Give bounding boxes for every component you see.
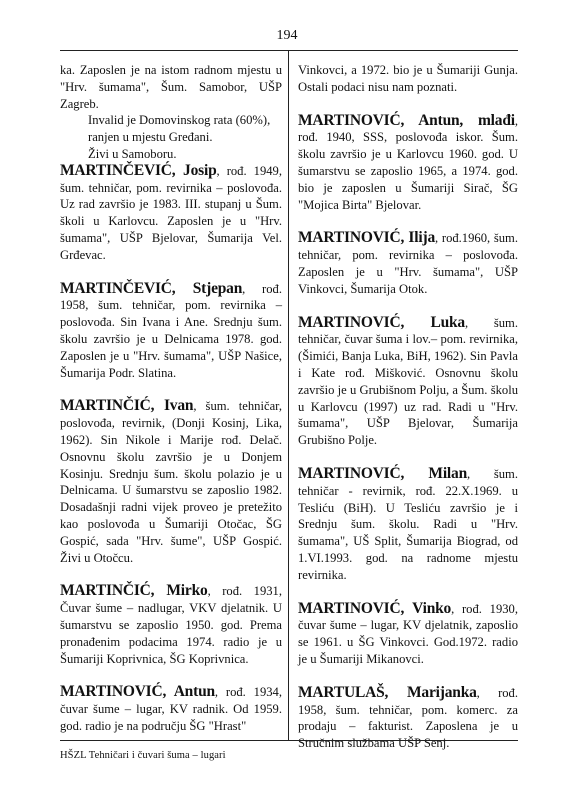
entry: [60, 684, 282, 734]
entry-text: , rođ.1960, šum. tehničar, pom. revirnika – poslovođa. Zaposlen je u "Hrv. šumama", UŠP Vinkovci, Šumarija Otok.: [298, 231, 519, 296]
continuation-note-residence: Živi u Samoboru.: [88, 146, 177, 161]
continuation-entry: [298, 62, 518, 96]
header-rule: [60, 50, 518, 51]
continuation-note-invalid: Invalid je Domovinskog rata (60%), ranjen u mjestu Gređani.: [88, 113, 271, 145]
entry-name: MARTINOVIĆ, Vinko: [298, 599, 452, 617]
right-column: [298, 62, 518, 769]
entry-name: MARTINČEVIĆ, Stjepan: [60, 279, 243, 297]
column-divider: [288, 50, 289, 740]
entry-name: MARTULAŠ, Marijanka: [298, 683, 477, 701]
entry-text: , šum. tehničar, poslovođa, revirnik, (Donji Kosinj, Lika, 1962). Sin Nikole i Marije rođ. Delač. Osnovnu školu završio je u Donjem Kosinju. Srednju šum. školu polazio je u Delnicama. U šumarstvu se zaposlio 1982. Dosadašnji radni vijek proveo je pretežito kao poslovođa u Šumariji Otočac, ŠG Gospić, sada "Hrv. šume", UŠP Gospić. Živi u Otočcu.: [60, 399, 282, 565]
entry: [60, 583, 282, 667]
continuation-text: Vinkovci, a 1972. bio je u Šumariji Gunja. Ostali podaci nisu nam poznati.: [298, 63, 518, 94]
entry-name: MARTINČEVIĆ, Josip: [60, 161, 217, 179]
entry-name: MARTINOVIĆ, Milan: [298, 464, 468, 482]
left-column: [60, 62, 282, 752]
entry: [298, 230, 518, 297]
entry: [60, 398, 282, 566]
entry-name: MARTINČIĆ, Mirko: [60, 582, 208, 600]
entry: [298, 113, 518, 214]
entry-text: , rođ. 1949, šum. tehničar, pom. revirnika – poslovođa. Uz rad završio je 1983. III. stupanj u Šum. školi u Karlovcu. Zaposlen je u "Hrv. šumama", UŠP Bjelovar, Šumarija Vel. Grđevac.: [60, 163, 282, 262]
continuation-entry: [60, 62, 282, 163]
entry-name: MARTINČIĆ, Ivan: [60, 397, 194, 415]
entry: [60, 163, 282, 264]
entry-text: , rođ. 1940, SSS, poslovođa iskor. Šum. školu završio je u Karlovcu 1960. god. U šumarstvu se zaposlio 1965, a 1974. god. bio je zaposlen u Šumariji Sirač, ŠG "Mojica Birta" Bjelovar.: [298, 113, 518, 212]
entry-text: , šum. tehničar - revirnik, rođ. 22.X.1969. u Tesliću (BiH). U Tesliću završio je i Srednju šum. školu. Radi u "Hrv. šumama", UŠ Split, Šumarija Biograd, od 1.VI.1993. god. na radnome mjestu revirnika.: [298, 466, 518, 582]
entry: [60, 281, 282, 382]
entry-text: , rođ. 1930, čuvar šume – lugar, KV djelatnik, zaposlio se 1961. u ŠG Vinkovci. God.1972. radio je u Šumariji Mikanovci.: [298, 601, 518, 666]
entry-name: MARTINOVIĆ, Antun: [60, 683, 215, 701]
entry-text: , rođ. 1958, šum. tehničar, pom. komerc. za prodaju – fakturist. Zaposlena je u Stručnim službama UŠP Senj.: [298, 685, 518, 751]
entry-name: MARTINOVIĆ, Luka: [298, 313, 465, 331]
entry-name: MARTINOVIĆ, Ilija: [298, 229, 435, 247]
entry: [298, 315, 518, 449]
entry: [298, 685, 518, 752]
entry: [298, 601, 518, 668]
entry-text: , rođ. 1958, šum. tehničar, pom. revirnika – poslovođa. Sin Ivana i Ane. Srednju šum. školu završio je u Delnicama 1978. god. Zaposlen je u "Hrv. šumama", UŠP Našice, Šumarija Podr. Slatina.: [60, 281, 282, 380]
footer-rule: [60, 740, 518, 741]
entry-text: , rođ. 1934, čuvar šume – lugar, KV radnik. Od 1959. god. radio je na području ŠG "Hrast": [60, 685, 282, 733]
entry-text: , rođ. 1931, Čuvar šume – nadlugar, VKV djelatnik. U šumarstvu se zaposlio 1950. god. Prema pronađenim podacima 1974. radio je u Šumariji Koprivnica, ŠG Koprivnica.: [60, 584, 282, 666]
entry-name: MARTINOVIĆ, Antun, mlađi: [298, 111, 515, 129]
continuation-text: ka. Zaposlen je na istom radnom mjestu u "Hrv. šumama", Šum. Samobor, UŠP Zagreb.: [60, 63, 282, 111]
page-number: 194: [276, 28, 298, 43]
entry: [298, 466, 518, 584]
running-footer: HŠZL Tehničari i čuvari šuma – lugari: [60, 750, 226, 761]
entry-text: , šum. tehničar, čuvar šuma i lov.– pom. revirnika, (Šimići, Banja Luka, BiH, 1962). Sin Pavla i Kate rođ. Mišković. Osnovnu školu završio je u Grubišnom Polju, a Šum. školu u Karlovcu (1997) uz rad. Radi u "Hrv. šumama", UŠP Bjelovar, Šumarija Grubišno Polje.: [298, 315, 518, 448]
